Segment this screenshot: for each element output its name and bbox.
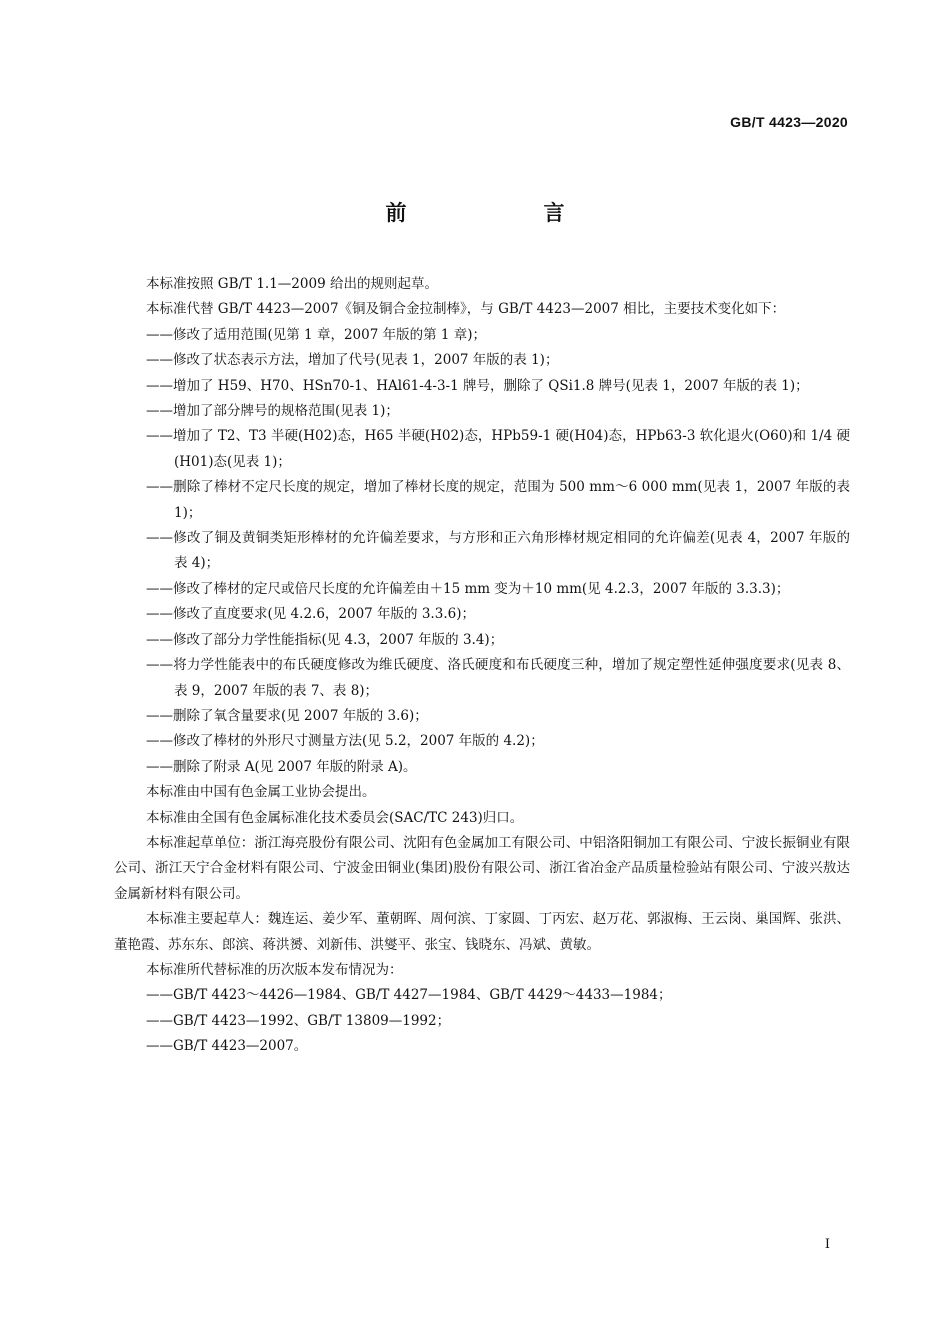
- page-title: 前 言: [385, 201, 623, 225]
- change-item: ——修改了棒材的外形尺寸测量方法(见 5.2，2007 年版的 4.2)；: [146, 733, 544, 750]
- standard-code: GB/T 4423—2020: [730, 114, 848, 130]
- intro-paragraph-1: 本标准按照 GB/T 1.1—2009 给出的规则起草。: [146, 276, 438, 292]
- change-item: ——修改了部分力学性能指标(见 4.3，2007 年版的 3.4)；: [146, 631, 504, 648]
- history-item: ——GB/T 4423～4426—1984、GB/T 4427—1984、GB/T 4429～4433—1984；: [146, 987, 672, 1004]
- change-item: ——修改了铜及黄铜类矩形棒材的允许偏差要求，与方形和正六角形棒材规定相同的允许偏差(见表 4，2007 年版的表 4)；: [146, 530, 850, 572]
- change-item: ——增加了部分牌号的规格范围(见表 1)；: [146, 403, 399, 420]
- change-item: ——增加了 T2、T3 半硬(H02)态，H65 半硬(H02)态，HPb59-1 硬(H04)态，HPb63-3 软化退火(O60)和 1/4 硬(H01)态(见表 1)；: [146, 428, 850, 470]
- history-intro-paragraph: 本标准所代替标准的历次版本发布情况为：: [146, 961, 403, 978]
- changes-list: [114, 323, 850, 780]
- drafters-paragraph: 本标准主要起草人：魏连运、姜少军、董朝晖、周何滨、丁家圆、丁丙宏、赵万花、郭淑梅、王云岗、巢国辉、张洪、董艳霞、苏东东、郎滨、蒋洪赟、刘新伟、洪燮平、张宝、钱晓东、冯斌、黄敏。: [114, 911, 850, 953]
- jurisdiction-paragraph: 本标准由全国有色金属标准化技术委员会(SAC/TC 243)归口。: [146, 809, 524, 826]
- history-item: ——GB/T 4423—2007。: [146, 1038, 308, 1055]
- history-list: [114, 983, 850, 1059]
- change-item: ——修改了棒材的定尺或倍尺长度的允许偏差由＋15 mm 变为＋10 mm(见 4.2.3，2007 年版的 3.3.3)；: [146, 580, 790, 597]
- page-number: I: [824, 1237, 830, 1252]
- proposed-by-paragraph: 本标准由中国有色金属工业协会提出。: [146, 784, 376, 801]
- change-item: ——修改了直度要求(见 4.2.6，2007 年版的 3.3.6)；: [146, 606, 475, 623]
- history-item: ——GB/T 4423—1992、GB/T 13809—1992；: [146, 1012, 451, 1029]
- change-item: ——删除了氧含量要求(见 2007 年版的 3.6)；: [146, 707, 428, 724]
- foreword-body: [114, 272, 850, 1060]
- intro-paragraph-2: 本标准代替 GB/T 4423—2007《铜及铜合金拉制棒》，与 GB/T 4423—2007 相比，主要技术变化如下：: [146, 301, 786, 318]
- change-item: ——将力学性能表中的布氏硬度修改为维氏硬度、洛氏硬度和布氏硬度三种，增加了规定塑性延伸强度要求(见表 8、表 9，2007 年版的表 7、表 8)；: [146, 657, 850, 699]
- change-item: ——增加了 H59、H70、HSn70-1、HAl61-4-3-1 牌号，删除了 QSi1.8 牌号(见表 1，2007 年版的表 1)；: [146, 377, 809, 394]
- change-item: ——修改了状态表示方法，增加了代号(见表 1，2007 年版的表 1)；: [146, 352, 559, 369]
- change-item: ——修改了适用范围(见第 1 章，2007 年版的第 1 章)；: [146, 326, 487, 343]
- change-item: ——删除了棒材不定尺长度的规定，增加了棒材长度的规定，范围为 500 mm～6 000 mm(见表 1，2007 年版的表 1)；: [146, 479, 850, 521]
- drafting-units-paragraph: 本标准起草单位：浙江海亮股份有限公司、沈阳有色金属加工有限公司、中铝洛阳铜加工有限公司、宁波长振铜业有限公司、浙江天宁合金材料有限公司、宁波金田铜业(集团)股份有限公司、浙江省冶金产品质量检验站有限公司、宁波兴敖达金属新材料有限公司。: [114, 834, 850, 902]
- change-item: ——删除了附录 A(见 2007 年版的附录 A)。: [146, 758, 417, 775]
